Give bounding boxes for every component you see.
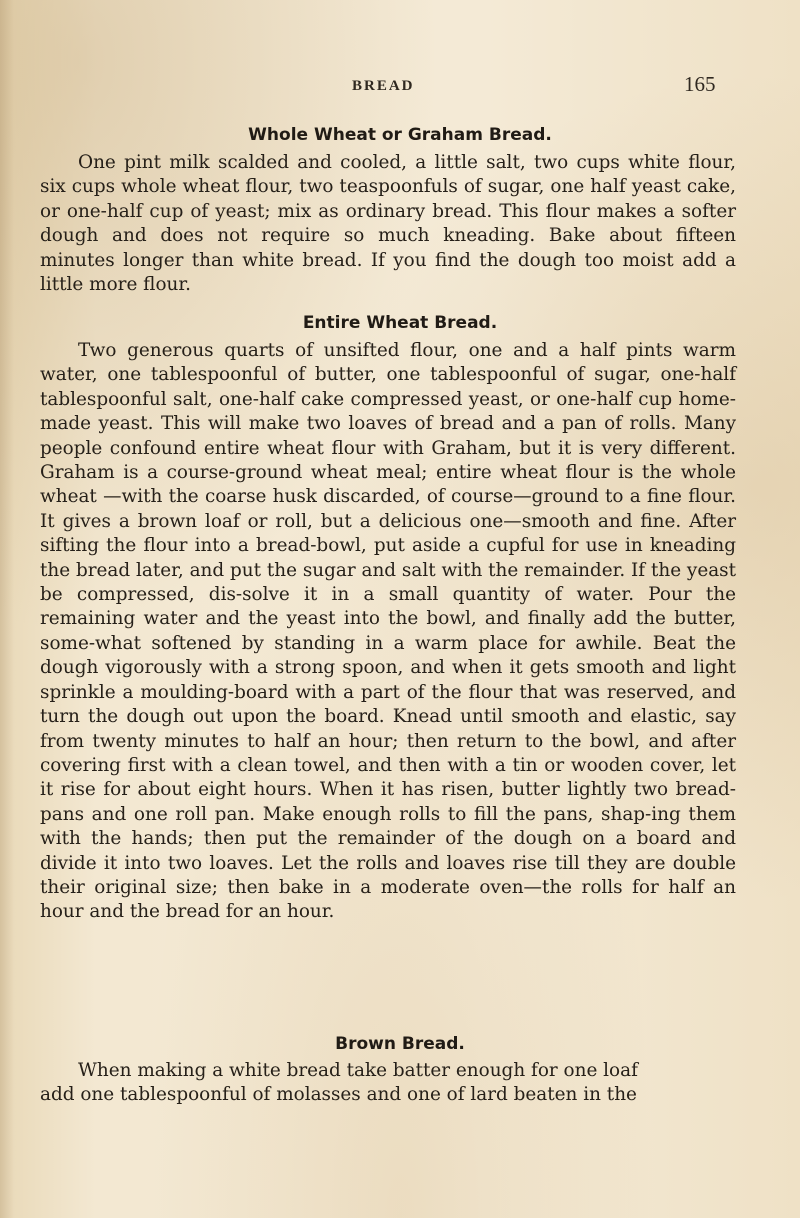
- recipe-title-entire-wheat: Entire Wheat Bread.: [302, 313, 498, 333]
- recipe-text-brown-bread: [40, 1059, 736, 1108]
- running-head: [0, 72, 800, 106]
- page-number: 165: [684, 72, 716, 96]
- recipe-text-line: add one tablespoonful of molasses and one of lard beaten in the: [40, 1084, 637, 1106]
- recipe-text-entire-wheat: Two generous quarts of unsifted flour, one and a half pints warm water, one tablespoonful of butter, one tablespoonful of sugar, one-half tablespoonful salt, one-half cake compressed yeast, or one-half cup home-made yeast. This will make two loaves of bread and a pan of rolls. Many people confound entire wheat flour with Graham, but it is very different. Graham is a course-ground wheat meal; entire wheat flour is the whole wheat —with the coarse husk discarded, of course—ground to a fine flour. It gives a brown loaf or roll, but a delicious one—smooth and fine. After sifting the flour into a bread-bowl, put aside a cupful for use in kneading the bread later, and put the sugar and salt with the remainder. If the yeast be compressed, dis-solve it in a small quantity of water. Pour the remaining water and the yeast into the bowl, and finally add the butter, some-what softened by standing in a warm place for awhile. Beat the dough vigorously with a strong spoon, and when it gets smooth and light sprinkle a moulding-board with a part of the flour that was reserved, and turn the dough out upon the board. Knead until smooth and elastic, say from twenty minutes to half an hour; then return to the bowl, and after covering first with a clean towel, and then with a tin or wooden cover, let it rise for about eight hours. When it has risen, butter lightly two bread-pans and one roll pan. Make enough rolls to fill the pans, shap-ing them with the hands; then put the remainder of the dough on a board and divide it into two loaves. Let the rolls and loaves rise till they are double their original size; then bake in a moderate oven—the rolls for half an hour and the bread for an hour.: [40, 340, 736, 923]
- recipe-text-whole-wheat: One pint milk scalded and cooled, a little salt, two cups white flour, six cups whole wheat flour, two teaspoonfuls of sugar, one half yeast cake, or one-half cup of yeast; mix as ordinary bread. This flour makes a softer dough and does not require so much kneading. Bake about fifteen minutes longer than white bread. If you find the dough too moist add a little more flour.: [40, 152, 736, 296]
- running-title: BREAD: [352, 78, 415, 94]
- recipe-text-line: When making a white bread take batter enough for one loaf: [78, 1060, 638, 1081]
- recipe-title-whole-wheat: Whole Wheat or Graham Bread.: [248, 125, 552, 145]
- recipe-title-brown-bread: Brown Bread.: [335, 1034, 465, 1054]
